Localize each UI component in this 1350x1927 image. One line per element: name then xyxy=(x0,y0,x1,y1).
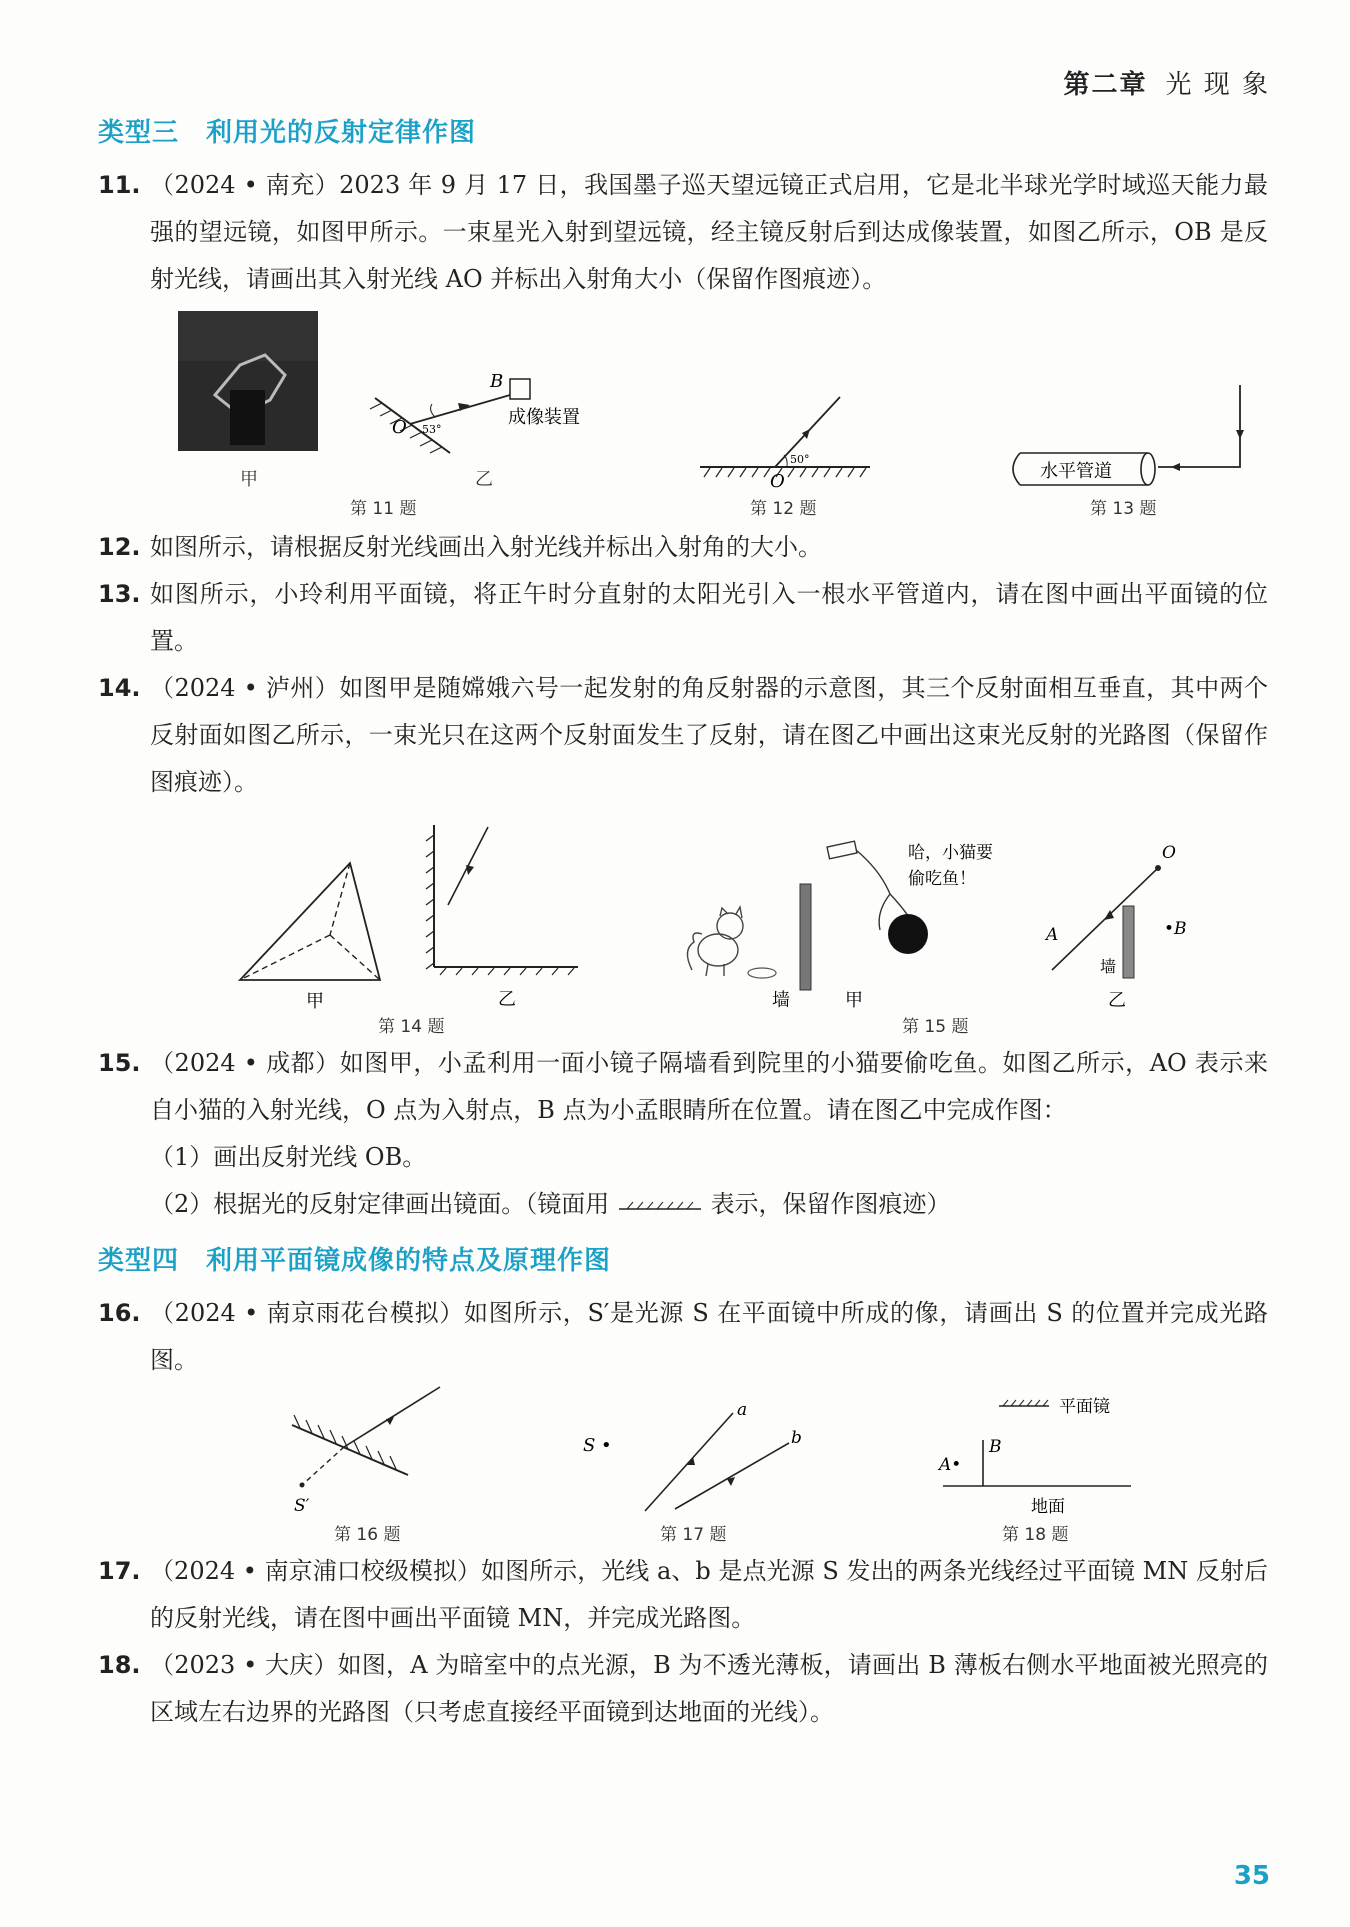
question-text: 如图所示，请根据反射光线画出入射光线并标出入射角的大小。 xyxy=(150,533,822,561)
section-title-type4: 类型四 利用平面镜成像的特点及原理作图 xyxy=(98,1246,612,1276)
cat-drawing xyxy=(687,907,743,976)
question-number: 11. xyxy=(98,171,141,199)
section-title-type3: 类型三 利用光的反射定律作图 xyxy=(98,118,477,148)
label-a: a xyxy=(737,1400,748,1420)
angle-label: 53° xyxy=(422,423,442,436)
question-16 xyxy=(98,1290,1268,1384)
question-number: 16. xyxy=(98,1299,141,1327)
page-number: 35 xyxy=(1233,1861,1270,1891)
caption-13: 第 13 题 xyxy=(1090,499,1157,519)
caption-11: 第 11 题 xyxy=(350,499,417,519)
label-yi: 乙 xyxy=(498,989,516,1010)
question-number: 18. xyxy=(98,1651,141,1679)
figure-12 xyxy=(690,385,890,495)
label-b: B xyxy=(989,1437,1002,1457)
figure-17 xyxy=(575,1395,815,1520)
question-15-sub1: （1）画出反射光线 OB。 xyxy=(150,1143,427,1171)
wall-yi xyxy=(1123,906,1134,978)
ray-a xyxy=(645,1413,733,1511)
wall-jia xyxy=(800,884,811,990)
label-a: A• xyxy=(939,1455,962,1475)
figure-13 xyxy=(1000,385,1260,495)
device-label: 成像装置 xyxy=(508,407,580,428)
label-b: b xyxy=(791,1428,802,1448)
label-s: S • xyxy=(583,1435,612,1456)
figure-15 xyxy=(680,830,1200,1010)
label-jia: 甲 xyxy=(240,469,258,490)
chapter-title: 光 现 象 xyxy=(1165,70,1270,100)
caption-12: 第 12 题 xyxy=(750,499,817,519)
mirror-label: 平面镜 xyxy=(1059,1397,1110,1417)
figure-18 xyxy=(935,1390,1165,1520)
label-o: O xyxy=(392,417,407,438)
question-number: 17. xyxy=(98,1557,141,1585)
corner-reflector-outline xyxy=(240,863,380,980)
chapter-header xyxy=(1063,64,1270,101)
question-text: （2023 • 大庆）如图，A 为暗室中的点光源，B 为不透光薄板，请画出 B 薄板右侧水平地面被光照亮的区域左右边界的光路图（只考虑直接经平面镜到达地面的光线）。 xyxy=(150,1651,1268,1726)
fish-plate xyxy=(748,968,776,978)
question-15 xyxy=(98,1040,1268,1134)
imaging-device-box xyxy=(510,379,530,399)
caption-14: 第 14 题 xyxy=(378,1017,445,1037)
sunlight-ray xyxy=(1158,385,1240,467)
label-yi: 乙 xyxy=(475,469,493,490)
label-jia: 甲 xyxy=(306,991,324,1012)
question-12 xyxy=(98,524,1268,571)
question-14 xyxy=(98,665,1268,806)
question-17 xyxy=(98,1548,1268,1642)
ground-label: 地面 xyxy=(1031,1497,1065,1517)
boy-head xyxy=(888,914,928,954)
question-text: （2024 • 泸州）如图甲是随嫦娥六号一起发射的角反射器的示意图，其三个反射面相互垂直，其中两个反射面如图乙所示，一束光只在这两个反射面发生了反射，请在图乙中画出这束光反射的光路图（保留作图痕迹）。 xyxy=(150,674,1268,796)
wall-label: 墙 xyxy=(772,990,790,1010)
ray-b xyxy=(675,1443,789,1509)
question-text: （2024 • 南充）2023 年 9 月 17 日，我国墨子巡天望远镜正式启用，它是北半球光学时域巡天能力最强的望远镜，如图甲所示。一束星光入射到望远镜，经主镜反射后到达成像装置，如图乙所示，OB 是反射光线，请画出其入射光线 AO 并标出入射角大小（保留作图痕迹）。 xyxy=(150,171,1268,293)
question-number: 14. xyxy=(98,674,141,702)
question-text: 如图所示，小玲利用平面镜，将正午时分直射的太阳光引入一根水平管道内，请在图中画出平面镜的位置。 xyxy=(150,580,1268,655)
chapter-number: 第二章 xyxy=(1063,70,1148,100)
label-o: O xyxy=(1162,843,1176,863)
question-number: 12. xyxy=(98,533,141,561)
label-yi: 乙 xyxy=(1108,990,1126,1010)
caption-18: 第 18 题 xyxy=(1002,1525,1069,1545)
caption-15: 第 15 题 xyxy=(902,1017,969,1037)
sub2-text-a: （2）根据光的反射定律画出镜面。（镜面用 xyxy=(150,1190,610,1218)
question-11 xyxy=(98,162,1268,303)
mirror-line xyxy=(292,1425,408,1475)
question-18 xyxy=(98,1642,1268,1736)
question-13 xyxy=(98,571,1268,665)
label-s-prime: S′ xyxy=(294,1496,310,1516)
caption-17: 第 17 题 xyxy=(660,1525,727,1545)
mirror-symbol xyxy=(617,1199,703,1213)
angle-label: 50° xyxy=(790,453,810,466)
question-number: 15. xyxy=(98,1049,141,1077)
speech-line-1: 哈，小猫要 xyxy=(908,843,993,863)
label-o: O xyxy=(770,471,785,492)
virtual-extension xyxy=(302,1447,344,1485)
caption-16: 第 16 题 xyxy=(334,1525,401,1545)
wall-label: 墙 xyxy=(1100,957,1117,976)
question-text: （2024 • 南京浦口校级模拟）如图所示，光线 a、b 是点光源 S 发出的两条光线经过平面镜 MN 反射后的反射光线，请在图中画出平面镜 MN，并完成光路图。 xyxy=(150,1557,1268,1632)
label-a: A xyxy=(1046,925,1059,945)
label-b: •B xyxy=(1164,919,1187,939)
question-15-sub2 xyxy=(150,1181,951,1228)
question-number: 13. xyxy=(98,580,141,608)
question-text: （2024 • 成都）如图甲，小孟利用一面小镜子隔墙看到院里的小猫要偷吃鱼。如图乙所示，AO 表示来自小猫的入射光线，O 点为入射点，B 点为小孟眼睛所在位置。请在图乙中完成作图： xyxy=(150,1049,1268,1124)
figure-11 xyxy=(170,305,690,515)
label-jia: 甲 xyxy=(845,990,863,1010)
pipe-label: 水平管道 xyxy=(1040,461,1112,482)
question-text: （2024 • 南京雨花台模拟）如图所示，S′是光源 S 在平面镜中所成的像，请画出 S 的位置并完成光路图。 xyxy=(150,1299,1268,1374)
figure-14 xyxy=(230,825,600,1015)
speech-line-2: 偷吃鱼！ xyxy=(908,869,976,889)
label-b: B xyxy=(490,371,504,392)
sub2-text-b: 表示，保留作图痕迹） xyxy=(710,1190,951,1218)
figure-16 xyxy=(280,1385,480,1520)
reflected-ray xyxy=(344,1387,440,1447)
